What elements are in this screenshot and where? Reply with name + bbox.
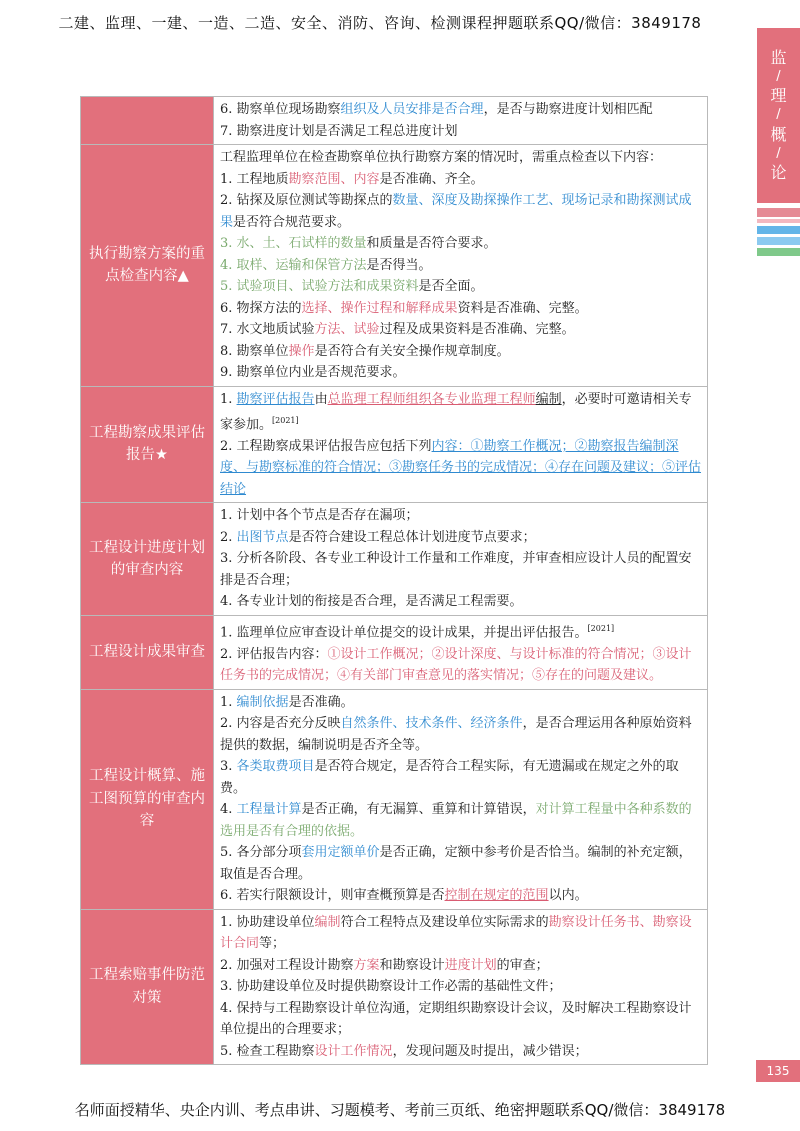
text-segment: 和勘察设计 bbox=[379, 957, 445, 973]
text-segment: 总监理工程师组织各专业监理工程师 bbox=[327, 391, 536, 407]
content-table bbox=[80, 96, 708, 1065]
text-segment: 设计工作情况 bbox=[314, 1043, 393, 1059]
text-segment: 控制在规定的范围 bbox=[444, 888, 549, 904]
header-banner: 二建、监理、一建、一造、二造、安全、消防、咨询、检测课程押题联系QQ/微信：3849178 bbox=[58, 14, 702, 32]
text-segment: 3. bbox=[220, 759, 237, 775]
row-content bbox=[214, 97, 708, 145]
text-segment: 2. 加强对工程设计勘察 bbox=[220, 957, 354, 973]
text-segment: 过程及成果资料是否准确、完整。 bbox=[379, 322, 575, 337]
content-line bbox=[220, 998, 701, 1041]
text-segment: 9. 勘察单位内业是否规范要求。 bbox=[220, 365, 406, 380]
text-segment: 是否符合规范要求。 bbox=[233, 214, 351, 230]
text-segment: 2. 评估报告内容： bbox=[220, 646, 328, 662]
text-segment: 3. 分析各阶段、各专业工种设计工作量和工作难度，并审查相应设计人员的配置安排是否合理； bbox=[220, 551, 692, 588]
text-segment: 是否准确。 bbox=[288, 694, 354, 710]
text-segment: 4. bbox=[220, 802, 237, 818]
row-category: 工程索赔事件防范对策 bbox=[81, 909, 214, 1065]
section-tab-char: 概 bbox=[770, 124, 787, 144]
text-segment: ，是否与勘察进度计划相匹配 bbox=[483, 102, 653, 117]
text-segment: 8. 勘察单位 bbox=[220, 343, 289, 359]
page-number: 135 bbox=[756, 1060, 800, 1082]
text-segment: 编制 bbox=[314, 914, 341, 930]
content-line bbox=[220, 799, 701, 842]
text-segment: 数量、深度及勘探操作工艺、现场记录和勘探测试成果 bbox=[220, 193, 692, 230]
text-segment: 进度计划 bbox=[444, 957, 497, 973]
row-content bbox=[214, 689, 708, 909]
row-content bbox=[214, 615, 708, 689]
content-line bbox=[220, 912, 701, 955]
content-line bbox=[220, 341, 701, 363]
decor-stripe-green bbox=[757, 248, 800, 256]
content-line bbox=[220, 955, 701, 977]
text-segment: 方法、试验 bbox=[314, 322, 380, 337]
table-row bbox=[81, 689, 708, 909]
text-segment: 勘察评估报告 bbox=[236, 391, 315, 407]
text-segment: 操作 bbox=[288, 343, 315, 359]
text-segment: 等； bbox=[259, 936, 286, 952]
content-line bbox=[220, 527, 701, 549]
text-segment: 是否得当。 bbox=[366, 257, 432, 273]
content-line bbox=[220, 99, 701, 121]
text-segment: 是否正确，有无漏算、重算和计算错误， bbox=[301, 802, 536, 818]
year-tag: [2021] bbox=[272, 416, 299, 425]
section-tab-char: 理 bbox=[770, 86, 787, 106]
text-segment: 出图节点 bbox=[236, 529, 289, 545]
text-segment: ①设计工作概况；②设计深度、与设计标准的符合情况；③设计任务书的完成情况；④有关部门审查意见的落实情况；⑤存在的问题及建议。 bbox=[220, 646, 692, 684]
content-line bbox=[220, 1041, 701, 1063]
decor-stripe-blue bbox=[757, 226, 800, 234]
text-segment: 工程监理单位在检查勘察单位执行勘察方案的情况时，需重点检查以下内容： bbox=[220, 150, 663, 165]
text-segment: 1. 计划中各个节点是否存在漏项； bbox=[220, 508, 419, 524]
text-segment: 方案 bbox=[353, 957, 380, 973]
text-segment: 1. bbox=[220, 694, 237, 710]
row-category: 工程设计概算、施工图预算的审查内容 bbox=[81, 689, 214, 909]
content-line bbox=[220, 885, 701, 907]
text-segment: 3. 水、土、石试样的数量 bbox=[220, 236, 367, 251]
content-line bbox=[220, 505, 701, 527]
content-line bbox=[220, 190, 701, 233]
table-row bbox=[81, 909, 708, 1065]
text-segment: 2. bbox=[220, 529, 237, 545]
section-tab-separator: / bbox=[776, 107, 781, 123]
text-segment: 7. 水文地质试验 bbox=[220, 322, 315, 337]
text-segment: 1. 协助建设单位 bbox=[220, 914, 315, 930]
content-line bbox=[220, 389, 701, 436]
text-segment: 2. 钻探及原位测试等勘探点的 bbox=[220, 193, 393, 208]
text-segment: 1. bbox=[220, 391, 237, 407]
section-tab bbox=[757, 28, 800, 203]
text-segment: 是否符合规定，是否符合工程实际，有无遗漏或在规定之外的取费。 bbox=[220, 759, 679, 796]
content-line bbox=[220, 233, 701, 255]
text-segment: ，是否合理运用各种原始资料提供的数据，编制说明是否齐全等。 bbox=[220, 716, 692, 753]
text-segment: 3. 协助建设单位及时提供勘察设计工作必需的基础性文件； bbox=[220, 979, 562, 995]
table-row bbox=[81, 97, 708, 145]
table-row bbox=[81, 503, 708, 616]
text-segment: 的审查； bbox=[496, 957, 549, 973]
content-line bbox=[220, 255, 701, 277]
content-line bbox=[220, 618, 701, 644]
text-segment: 自然条件、技术条件、经济条件 bbox=[340, 716, 523, 732]
content-line bbox=[220, 276, 701, 298]
text-segment: 套用定额单价 bbox=[301, 845, 380, 861]
row-category: 执行勘察方案的重点检查内容▲ bbox=[81, 145, 214, 387]
footer-banner: 名师面授精华、央企内训、考点串讲、习题模考、考前三页纸、绝密押题联系QQ/微信：3849178 bbox=[74, 1101, 726, 1119]
text-segment: 6. 勘察单位现场勘察 bbox=[220, 102, 341, 117]
text-segment: 4. 各专业计划的衔接是否合理，是否满足工程需要。 bbox=[220, 594, 523, 610]
content-line bbox=[220, 756, 701, 799]
text-segment: 以内。 bbox=[548, 888, 588, 904]
row-content bbox=[214, 503, 708, 616]
text-segment: 勘察设计任务书、勘察设计合同 bbox=[220, 914, 692, 952]
text-segment: ，必要时可邀请相关专家参加。 bbox=[220, 391, 692, 433]
text-segment: 5. 各分部分项 bbox=[220, 845, 302, 861]
content-line bbox=[220, 436, 701, 501]
section-tab-char: 监 bbox=[770, 48, 787, 68]
content-line bbox=[220, 976, 701, 998]
text-segment: 是否正确，定额中参考价是否恰当。编制的补充定额，取值是否合理。 bbox=[220, 845, 692, 882]
text-segment: 6. 若实行限额设计，则审查概预算是否 bbox=[220, 888, 445, 904]
text-segment: 工程量计算 bbox=[236, 802, 302, 818]
text-segment: 是否准确、齐全。 bbox=[379, 171, 484, 187]
row-category: 工程勘察成果评估报告★ bbox=[81, 386, 214, 503]
decor-stripe-pink bbox=[757, 208, 800, 217]
decor-stripe-pink-light bbox=[757, 219, 800, 223]
content-line bbox=[220, 319, 701, 341]
text-segment: 是否符合有关安全操作规章制度。 bbox=[314, 343, 510, 359]
text-segment: ，发现问题及时提出，减少错误； bbox=[392, 1043, 588, 1059]
section-tab-char: 论 bbox=[770, 162, 787, 182]
year-tag: [2021] bbox=[587, 623, 615, 633]
text-segment: 组织及人员安排是否合理 bbox=[340, 102, 484, 117]
content-line bbox=[220, 121, 701, 143]
text-segment: 4. 保持与工程勘察设计单位沟通，定期组织勘察设计会议，及时解决工程勘察设计单位提出的合理要求； bbox=[220, 1000, 692, 1038]
text-segment: 4. 取样、运输和保管方法 bbox=[220, 257, 367, 273]
text-segment: 是否符合建设工程总体计划进度节点要求； bbox=[288, 529, 536, 545]
text-segment: 资料是否准确、完整。 bbox=[457, 300, 588, 316]
text-segment: 符合工程特点及建设单位实际需求的 bbox=[340, 914, 549, 930]
content-line bbox=[220, 713, 701, 756]
text-segment: 对计算工程量中各种系数的选用是否有合理的依据。 bbox=[220, 802, 692, 839]
text-segment: 勘察范围、内容 bbox=[288, 171, 380, 187]
text-segment: 内容：①勘察工作概况；②勘察报告编制深度、与勘察标准的符合情况；③勘察任务书的完成情况；④存在问题及建议；⑤评估结论 bbox=[220, 438, 702, 497]
text-segment: 5. 检查工程勘察 bbox=[220, 1043, 315, 1059]
content-line bbox=[220, 548, 701, 591]
text-segment: 选择、操作过程和解释成果 bbox=[301, 300, 458, 316]
text-segment: 各类取费项目 bbox=[236, 759, 315, 775]
text-segment: 5. 试验项目、试验方法和成果资料 bbox=[220, 279, 419, 294]
text-segment: 2. 内容是否充分反映 bbox=[220, 716, 341, 732]
content-line bbox=[220, 298, 701, 320]
text-segment: 编制 bbox=[535, 391, 562, 407]
text-segment: 1. 工程地质 bbox=[220, 171, 289, 187]
table-row bbox=[81, 386, 708, 503]
text-segment: 6. 物探方法的 bbox=[220, 300, 302, 316]
content-line bbox=[220, 362, 701, 384]
content-line bbox=[220, 169, 701, 191]
row-category: 工程设计成果审查 bbox=[81, 615, 214, 689]
text-segment: 和质量是否符合要求。 bbox=[366, 236, 497, 251]
text-segment: 7. 勘察进度计划是否满足工程总进度计划 bbox=[220, 123, 458, 139]
text-segment: 1. 监理单位应审查设计单位提交的设计成果，并提出评估报告。 bbox=[220, 625, 588, 641]
section-tab-separator: / bbox=[776, 145, 781, 161]
content-line bbox=[220, 842, 701, 885]
table-row bbox=[81, 145, 708, 387]
table-row bbox=[81, 615, 708, 689]
row-content bbox=[214, 145, 708, 387]
text-segment: 2. 工程勘察成果评估报告应包括下列 bbox=[220, 438, 432, 454]
section-tab-separator: / bbox=[776, 69, 781, 85]
content-line bbox=[220, 692, 701, 714]
content-line bbox=[220, 147, 701, 169]
content-line bbox=[220, 644, 701, 687]
decor-stripe-blue-light bbox=[757, 237, 800, 245]
row-category bbox=[81, 97, 214, 145]
row-content bbox=[214, 909, 708, 1065]
row-category: 工程设计进度计划的审查内容 bbox=[81, 503, 214, 616]
text-segment: 编制依据 bbox=[236, 694, 289, 710]
content-line bbox=[220, 591, 701, 613]
text-segment: 是否全面。 bbox=[418, 279, 484, 294]
row-content bbox=[214, 386, 708, 503]
text-segment: 由 bbox=[314, 391, 328, 407]
